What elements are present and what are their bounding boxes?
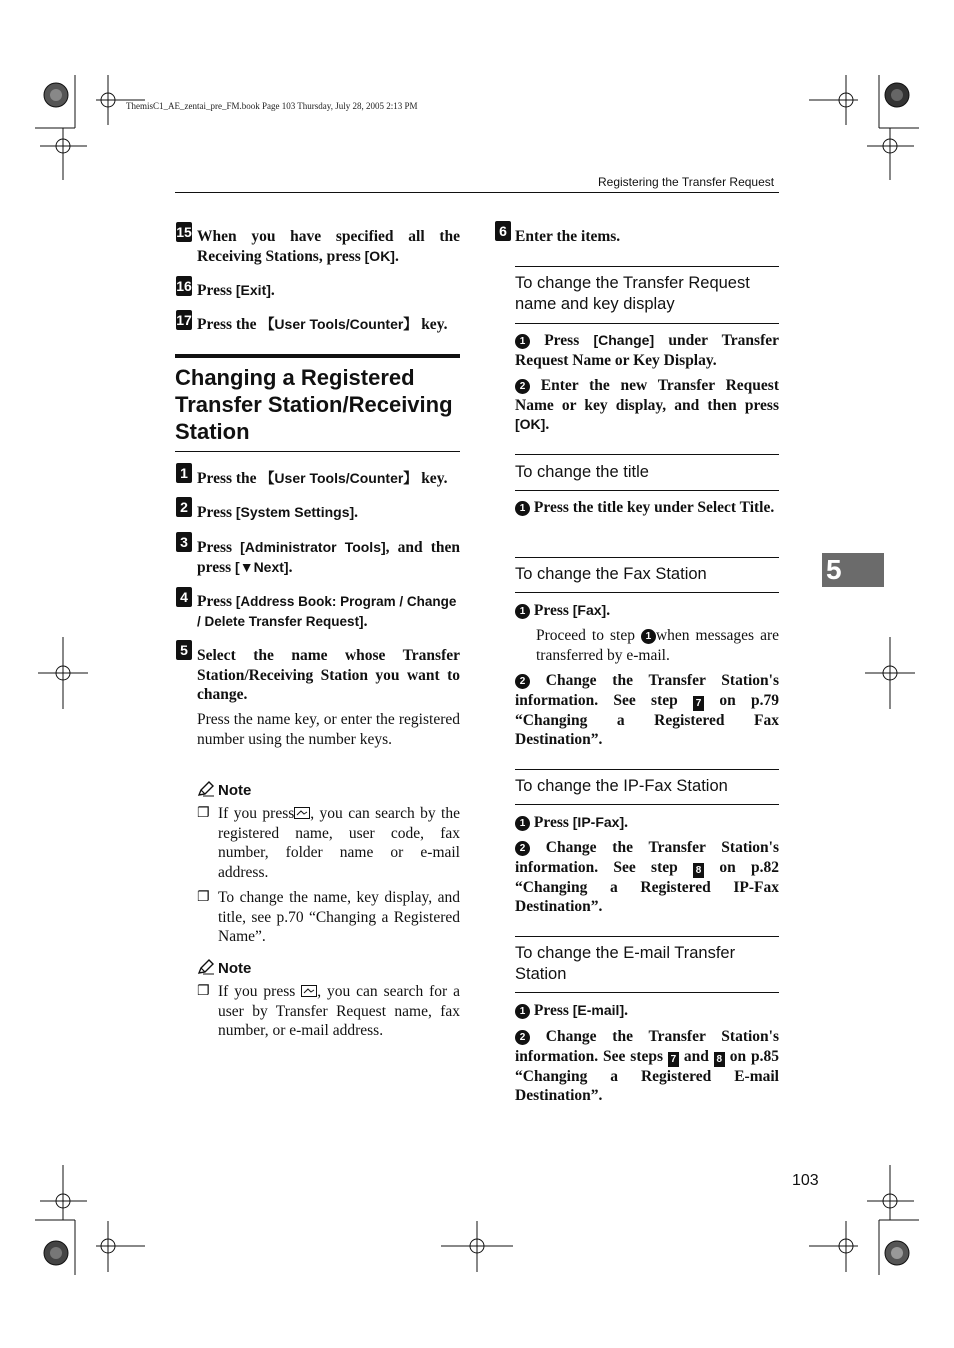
note-label-2: Note [218,960,252,977]
print-info: ThemisC1_AE_zentai_pre_FM.book Page 103 Thursday, July 28, 2005 2:13 PM [126,101,418,111]
sec1-substep-2: 2 Enter the new Transfer Request Name or key display, and then press [OK]. [515,377,779,433]
sec4-substep-1: 1 Press [IP-Fax]. [515,813,779,833]
sec3-substep-1: 1 Press [Fax]. [515,601,779,621]
subheading-fax-station: To change the Fax Station [515,565,707,583]
sec5-substep-1: 1 Press [E-mail]. [515,1001,779,1021]
sec1-substep-1: 1 Press [Change] under Transfer Request Name or Key Display. [515,332,780,369]
step-6-text: Enter the items. [515,228,621,245]
sec2-substep-1: 1 Press the title key under Select Title. [515,498,779,518]
chapter-tab: 5 [822,553,884,587]
step-icon-b: 2 [176,497,192,517]
page-number: 103 [792,1172,819,1189]
checkbox-bullet-icon: ❐ [197,983,210,999]
step-icon-16: 16 [176,278,192,294]
running-head: Registering the Transfer Request [598,175,775,189]
sec3-substep-2: 2 Change the Transfer Station's information. See step 7 on p.79 “Changing a Registered Fax Destination”. [515,672,780,748]
step-17-text: Press the 【User Tools/Counter】 key. [197,316,448,333]
step-icon-15: 15 [176,224,192,240]
step-d-text: Press [Address Book: Program / Change / Delete Transfer Request]. [197,593,457,630]
step-icon-6: 6 [495,221,511,241]
step-icon-d: 4 [176,587,192,607]
step-icon-a: 1 [176,463,192,483]
step-icon-e: 5 [176,640,192,660]
step-c-text: Press [Administrator Tools], and then press [▼Next]. [197,539,461,576]
subheading-ip-fax: To change the IP-Fax Station [515,777,728,795]
subheading-title: To change the title [515,463,649,481]
checkbox-bullet-icon: ❐ [197,889,210,905]
subheading-name-key: To change the Transfer Request name and key display [515,274,750,313]
step-b-text: Press [System Settings]. [197,504,359,521]
step-16-text: Press [Exit]. [197,282,275,299]
step-icon-c: 3 [176,532,192,552]
step-e-text: Select the name whose Transfer Station/Receiving Station you want to change. [197,647,460,703]
sec4-substep-2: 2 Change the Transfer Station's information. See step 8 on p.82 “Changing a Registered IP-Fax Destination”. [515,839,780,915]
subheading-email: To change the E-mail Transfer Station [515,944,736,983]
step-e-body: Press the name key, or enter the registered number using the number keys. [197,711,460,748]
checkbox-bullet-icon: ❐ [197,805,210,821]
note-label-1: Note [218,782,252,799]
note-1-item-1: If you press , you can search by the registered name, user code, fax number, folder name or e-mail address. [218,805,460,881]
note-2-item-1: If you press , you can search for a user by Transfer Request name, fax number, or e-mail address. [218,983,460,1039]
step-15-text: When you have specified all the Receiving Stations, press [OK]. [197,228,460,265]
step-icon-17: 17 [176,312,192,328]
note-1-item-2: To change the name, key display, and title, see p.70 “Changing a Registered Name”. [218,889,460,945]
sec3-body: Proceed to step 1 when messages are transferred by e-mail. [536,627,779,664]
sec5-substep-2: 2 Change the Transfer Station's information. See steps 7 and 8 on p.85 “Changing a Registered E-mail Destination”. [515,1028,780,1104]
step-a-text: Press the 【User Tools/Counter】 key. [197,470,448,487]
section-heading: Changing a Registered Transfer Station/Receiving Station [175,365,453,444]
